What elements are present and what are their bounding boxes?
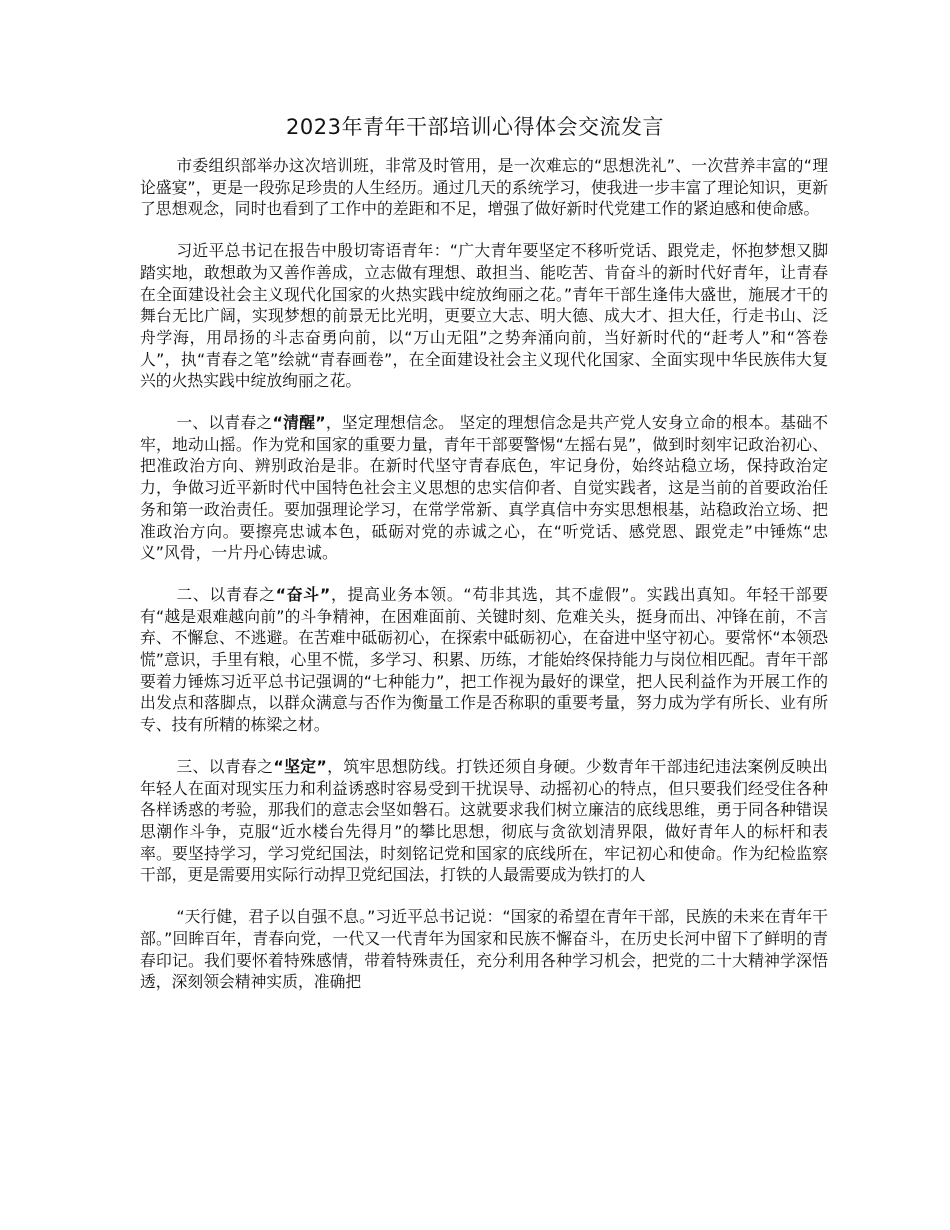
section-3-text: ，筑牢思想防线。打铁还须自身硬。少数青年干部违纪违法案例反映出年轻人在面对现实压力和利益诱惑时容易受到干扰误导、动摇初心的特点，但只要我们经受住各种各样诱惑的考验，那我们的意志会坚如磐石。这就要求我们树立廉洁的底线思维，勇于同各种错误思潮作斗争，克服“近水楼台先得月”的攀比思想，彻底与贪欲划清界限，做好青年人的标杆和表率。要坚持学习，学习党纪国法，时刻铭记党和国家的底线所在，牢记初心和使命。作为纪检监察干部，更是需要用实际行动捍卫党纪国法，打铁的人最需要成为铁打的人 [140, 756, 828, 885]
document-body [140, 155, 828, 1013]
section-1-text: ，坚定理想信念。 坚定的理想信念是共产党人安身立命的根本。基础不牢，地动山摇。作为党和国家的重要力量，青年干部要警惕“左摇右晃”，做到时刻牢记政治初心、把准政治方向、辨别政治是非。在新时代坚守青春底色，牢记身份，始终站稳立场，保持政治定力，争做习近平新时代中国特色社会主义思想的忠实信仰者、自觉实践者，这是当前的首要政治任务和第一政治责任。要加强理论学习，在常学常新、真学真信中夯实思想根基，站稳政治立场、把准政治方向。要擦亮忠诚本色，砥砺对党的赤诚之心，在“听党话、感党恩、跟党走”中锤炼“忠义”风骨，一片丹心铸忠诚。 [140, 413, 828, 563]
paragraph-section-1 [140, 412, 828, 564]
section-3-keyword: “坚定” [273, 756, 327, 776]
section-2-keyword: “奋斗” [275, 584, 331, 604]
section-3-lead: 三、以青春之 [176, 756, 274, 776]
section-2-text: ，提高业务本领。“苟非其选，其不虚假”。实践出真知。年轻干部要有“越是艰难越向前”的斗争精神，在困难面前、关键时刻、危难关头，挺身而出、冲锋在前，不言弃、不懈怠、不逃避。在苦难中砥砺初心，在探索中砥砺初心，在奋进中坚守初心。要常怀“本领恐慌”意识，手里有粮，心里不慌，多学习、积累、历练，才能始终保持能力与岗位相匹配。青年干部要着力锤炼习近平总书记强调的“七种能力”，把工作视为最好的课堂，把人民利益作为开展工作的出发点和落脚点，以群众满意与否作为衡量工作是否称职的重要考量，努力成为学有所长、业有所专、技有所精的栋梁之材。 [140, 584, 829, 735]
document-title: 2023年青年干部培训心得体会交流发言 [286, 115, 664, 139]
section-1-lead: 一、以青春之 [176, 413, 273, 433]
section-2-lead: 二、以青春之 [176, 584, 276, 604]
paragraph-section-2 [140, 584, 828, 736]
paragraph-intro: 市委组织部举办这次培训班，非常及时管用，是一次难忘的“思想洗礼”、一次营养丰富的“理论盛宴”，更是一段弥足珍贵的人生经历。通过几天的系统学习，使我进一步丰富了理论知识，更新了思想观念，同时也看到了工作中的差距和不足，增强了做好新时代党建工作的紧迫感和使命感。 [140, 156, 828, 219]
paragraph-closing: “天行健，君子以自强不息。”习近平总书记说：“国家的希望在青年干部，民族的未来在青年干部。”回眸百年，青春向党，一代又一代青年为国家和民族不懈奋斗，在历史长河中留下了鲜明的青春印记。我们要怀着特殊感情，带着特殊责任，充分利用各种学习机会，把党的二十大精神学深悟透，深刻领会精神实质，准确把 [140, 907, 828, 992]
paragraph-quote: 习近平总书记在报告中殷切寄语青年：“广大青年要坚定不移听党话、跟党走，怀抱梦想又脚踏实地，敢想敢为又善作善成，立志做有理想、敢担当、能吃苦、肯奋斗的新时代好青年，让青春在全面建设社会主义现代化国家的火热实践中绽放绚丽之花。”青年干部生逢伟大盛世，施展才干的舞台无比广阔，实现梦想的前景无比光明，更要立大志、明大德、成大才、担大任，行走书山、泛舟学海，用昂扬的斗志奋勇向前，以“万山无阻”之势奔涌向前，当好新时代的“赶考人”和“答卷人”，执“青春之笔”绘就“青春画卷”，在全面建设社会主义现代化国家、全面实现中华民族伟大复兴的火热实践中绽放绚丽之花。 [140, 241, 828, 391]
paragraph-section-3 [140, 756, 828, 886]
section-1-keyword: “清醒” [272, 413, 326, 433]
